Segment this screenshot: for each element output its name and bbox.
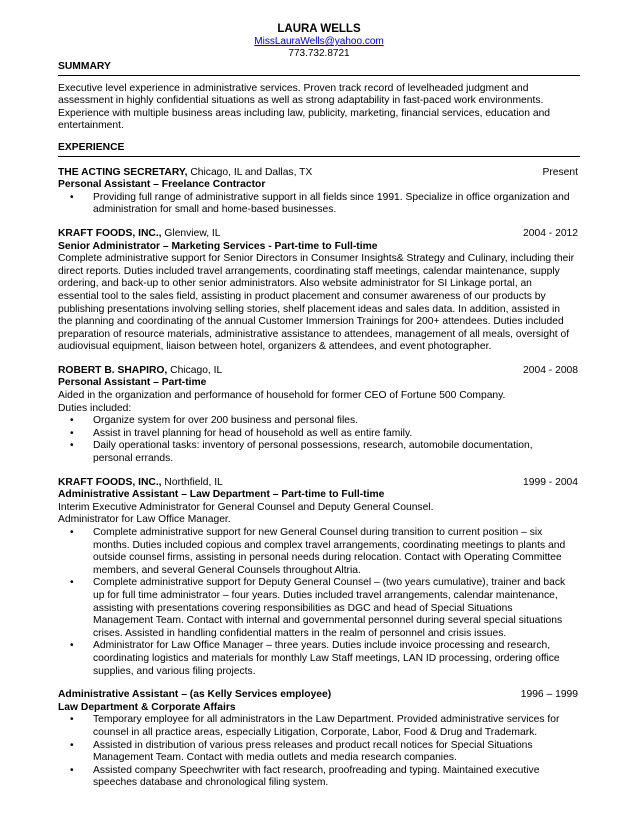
bullet-line: speeches database and chronological filing system. xyxy=(93,777,329,789)
job-bullet xyxy=(70,714,580,739)
job-bullet xyxy=(70,764,580,790)
email-link[interactable]: MissLauraWells@yahoo.com xyxy=(254,36,384,47)
desc-line: Duties included: xyxy=(58,402,132,414)
bullet-line: personal errands. xyxy=(93,453,174,465)
job-company: KRAFT FOODS, INC., xyxy=(58,476,162,488)
job-entry xyxy=(58,477,580,679)
job-entry xyxy=(58,167,580,217)
summary-heading: SUMMARY xyxy=(58,61,580,76)
bullet-icon: • xyxy=(70,640,74,652)
experience-heading: EXPERIENCE xyxy=(58,142,580,157)
bullet-line: Complete administrative support for new General Counsel during transition to current position – six xyxy=(93,527,543,538)
candidate-name: LAURA WELLS xyxy=(277,23,361,35)
job-bullet xyxy=(70,427,580,441)
desc-line: Interim Executive Administrator for General Counsel and Deputy General Counsel. xyxy=(58,501,434,513)
bullet-icon: • xyxy=(70,739,74,751)
bullet-line: members, and several General Counsels throughout Altria. xyxy=(93,564,361,576)
job-description xyxy=(58,253,580,354)
job-company: THE ACTING SECRETARY, xyxy=(58,166,188,178)
summary-text xyxy=(58,83,580,133)
job-title: Personal Assistant – Part-time xyxy=(58,377,207,389)
bullet-icon: • xyxy=(70,440,74,452)
job-title: Administrative Assistant – Law Department – Part-time to Full-time xyxy=(58,489,385,501)
job-title: Personal Assistant – Freelance Contractor xyxy=(58,179,266,191)
job-bullets xyxy=(58,714,580,790)
job-dates: 2004 - 2012 xyxy=(523,227,578,239)
bullet-line: Complete administrative support for Deputy General Counsel – (two years cumulative), trainer and back xyxy=(93,577,566,589)
summary-line: Executive level experience in administrative services. Proven track record of levelheaded judgment and xyxy=(58,82,529,94)
desc-line: publishing presentations involving selling stories, shelf placement ideas and sales data. In addition, assisted in xyxy=(58,303,560,315)
bullet-line: Daily operational tasks: inventory of personal possessions, research, automobile documentation, xyxy=(93,440,533,452)
job-title: Senior Administrator – Marketing Services - Part-time to Full-time xyxy=(58,240,378,252)
bullet-line: outside counsel firms, assisting in personal needs during relocation. Contact with Operating Committee xyxy=(93,552,562,564)
bullet-icon: • xyxy=(70,415,74,427)
bullet-line: months. Duties included copious and complex travel arrangements, coordinating meetings to plants and xyxy=(93,539,566,551)
phone-number: 773.732.8721 xyxy=(288,48,350,59)
job-bullet xyxy=(70,440,580,465)
bullet-icon: • xyxy=(70,191,74,203)
summary-line: Experience with multiple business areas including law, publicity, marketing, financial services, education and xyxy=(58,107,551,119)
job-bullets xyxy=(58,192,580,217)
desc-line: preparation of resource materials, administrative assistance to attendees, management of all meals, oversight of xyxy=(58,328,570,340)
job-header-row xyxy=(58,167,580,180)
job-dates: 1996 – 1999 xyxy=(520,689,578,701)
desc-line: Complete administrative support for Senior Directors in Consumer Insights& Strategy and Culinary, including their xyxy=(58,253,575,265)
bullet-line: up for full time administrator – four years. Duties included travel arrangements, calendar maintenance, xyxy=(93,589,558,601)
summary-line: assessment in highly confidential situations as well as strong adaptability in fast-paced work environments. xyxy=(58,95,544,107)
bullet-line: counsel in all practice areas, especially Litigation, Corporate, Labor, Food & Drug and Trademark. xyxy=(93,726,538,738)
summary-line: entertainment. xyxy=(58,120,124,132)
bullet-line: supplies, and various filing projects. xyxy=(93,665,256,677)
desc-line: Aided in the organization and performance of household for former CEO of Fortune 500 Company. xyxy=(58,390,506,402)
job-bullet xyxy=(70,739,580,765)
desc-line: ordering, and back-up to other senior administrators. Also website administrator for SI Linkage portal, an xyxy=(58,278,532,290)
desc-line: audiovisual equipment, liaison between hotel, organizers & attendees, and event photographer. xyxy=(58,341,492,353)
bullet-line: Assisted in distribution of various press releases and product recall notices for Special Situations xyxy=(93,739,533,751)
job-bullet xyxy=(70,191,580,217)
job-header-row xyxy=(58,689,580,702)
job-bullet xyxy=(70,577,580,640)
job-company: KRAFT FOODS, INC., xyxy=(58,227,162,239)
bullet-line: Assist in travel planning for head of household as well as entire family. xyxy=(93,427,413,439)
job-description xyxy=(58,502,580,527)
job-title: Law Department & Corporate Affairs xyxy=(58,701,236,713)
job-entry xyxy=(58,689,580,790)
job-company: Administrative Assistant – (as Kelly Services employee) xyxy=(58,689,332,701)
bullet-icon: • xyxy=(70,764,74,776)
job-location: Northfield, IL xyxy=(161,476,223,488)
desc-line: essential tool to the sales field, assisting in product placement and consumer awareness of our products by xyxy=(58,290,546,302)
bullet-line: Assisted company Speechwriter with fact research, proofreading and typing. Maintained executive xyxy=(93,764,540,776)
job-bullet xyxy=(70,415,580,428)
resume-header xyxy=(58,22,580,60)
job-bullets xyxy=(58,527,580,678)
bullet-line: coordinating logistics and materials for monthly Law Staff meetings, LAN ID processing, ordering office xyxy=(93,652,560,664)
desc-line: direct reports. Duties included travel arrangements, coordinating staff meetings, calendar maintenance, supply xyxy=(58,265,560,277)
bullet-icon: • xyxy=(70,577,74,589)
bullet-line: crises. Assisted in handling confidential matters in the realm of personnel and crisis issues. xyxy=(93,627,507,639)
job-header-row xyxy=(58,228,580,241)
job-dates: 1999 - 2004 xyxy=(523,476,578,488)
job-description xyxy=(58,390,580,415)
bullet-icon: • xyxy=(70,714,74,726)
bullet-line: Management Team. Contact with media outlets and media research companies. xyxy=(93,752,457,764)
job-company: ROBERT B. SHAPIRO, xyxy=(58,364,168,376)
bullet-line: Management Team. Contact with internal and governmental personnel during several special situations xyxy=(93,615,563,627)
job-header-row xyxy=(58,477,580,490)
bullet-line: Organize system for over 200 business and personal files. xyxy=(93,415,358,427)
job-dates: Present xyxy=(542,166,578,178)
job-entry xyxy=(58,228,580,354)
bullet-icon: • xyxy=(70,427,74,439)
job-bullets xyxy=(58,415,580,465)
bullet-line: administration for small and home-based businesses. xyxy=(93,204,337,216)
bullet-icon: • xyxy=(70,527,74,538)
job-dates: 2004 - 2008 xyxy=(523,364,578,376)
job-location: Chicago, IL and Dallas, TX xyxy=(187,166,313,178)
job-location: Glenview, IL xyxy=(161,227,221,239)
job-bullet xyxy=(70,527,580,577)
desc-line: the planning and coordinating of the annual Customer Immersion Trainings for 200+ attendees. Duties included xyxy=(58,316,564,328)
job-location: Chicago, IL xyxy=(167,364,223,376)
job-entry xyxy=(58,365,580,466)
job-header-row xyxy=(58,365,580,378)
bullet-line: Providing full range of administrative support in all fields since 1991. Specialize in office organization and xyxy=(93,191,570,203)
bullet-line: Administrator for Law Office Manager – three years. Duties include invoice processing and research, xyxy=(93,640,551,652)
bullet-line: assisting with presentations covering responsibilities as DGC and head of Special Situations xyxy=(93,602,513,614)
job-bullet xyxy=(70,640,580,678)
desc-line: Administrator for Law Office Manager. xyxy=(58,514,231,526)
bullet-line: Temporary employee for all administrators in the Law Department. Provided administrative services for xyxy=(93,714,560,726)
